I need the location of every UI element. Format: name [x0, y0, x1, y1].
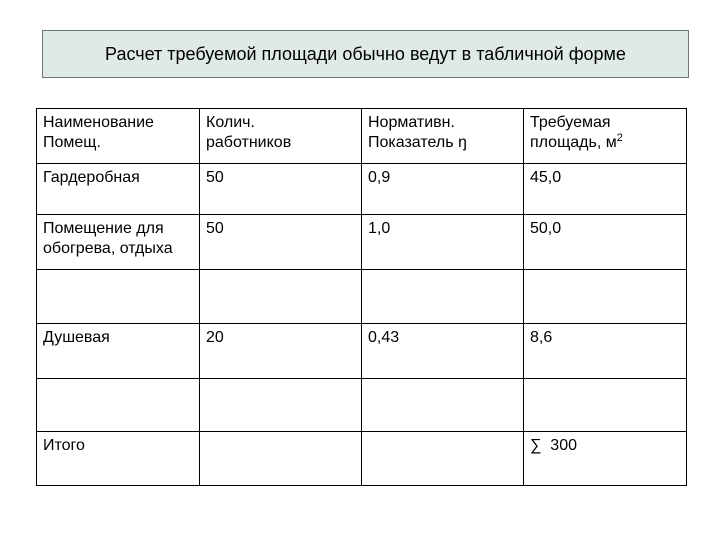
- table-row: [37, 324, 687, 379]
- cell-text: Помещение для: [43, 220, 164, 237]
- cell-norm-index: 0,9: [362, 164, 524, 215]
- cell-norm-index: 1,0: [362, 215, 524, 270]
- table-row: [37, 215, 687, 270]
- cell-room-name: [37, 270, 200, 324]
- cell-required-area: 45,0: [524, 164, 687, 215]
- table-row: [37, 164, 687, 215]
- cell-required-area: 50,0: [524, 215, 687, 270]
- cell-room-name: [37, 379, 200, 432]
- cell-worker-count: 20: [200, 324, 362, 379]
- slide-title-text: Расчет требуемой площади обычно ведут в табличной форме: [105, 43, 626, 64]
- table-row-empty: [37, 379, 687, 432]
- header-text-unit: [530, 133, 680, 153]
- header-text: площадь, м: [530, 134, 617, 151]
- total-label-cell: Итого: [37, 432, 200, 486]
- header-cell-required-area: [524, 109, 687, 164]
- header-text: работников: [206, 134, 292, 151]
- area-calculation-table: [36, 108, 687, 486]
- total-value: 300: [550, 437, 577, 454]
- header-cell-worker-count: [200, 109, 362, 164]
- total-empty-cell: [200, 432, 362, 486]
- header-text: Помещ.: [43, 134, 101, 151]
- cell-worker-count: 50: [200, 164, 362, 215]
- header-cell-room-name: [37, 109, 200, 164]
- cell-room-name: [37, 215, 200, 270]
- cell-norm-index: [362, 270, 524, 324]
- cell-room-name: Гардеробная: [37, 164, 200, 215]
- table-row-empty: [37, 270, 687, 324]
- table-header-row: [37, 109, 687, 164]
- cell-norm-index: 0,43: [362, 324, 524, 379]
- sum-symbol: ∑: [530, 437, 542, 454]
- cell-required-area: 8,6: [524, 324, 687, 379]
- header-text: Нормативн.: [368, 114, 455, 131]
- unit-superscript: 2: [616, 132, 623, 144]
- header-text: Показатель ŋ: [368, 134, 467, 151]
- slide-title: [42, 30, 689, 78]
- header-text: Колич.: [206, 114, 255, 131]
- cell-required-area: [524, 270, 687, 324]
- cell-required-area: [524, 379, 687, 432]
- total-value-cell: [524, 432, 687, 486]
- header-text: Требуемая: [530, 114, 611, 131]
- cell-worker-count: 50: [200, 215, 362, 270]
- cell-room-name: Душевая: [37, 324, 200, 379]
- cell-text: обогрева, отдыха: [43, 240, 173, 257]
- total-empty-cell: [362, 432, 524, 486]
- cell-worker-count: [200, 270, 362, 324]
- table-total-row: [37, 432, 687, 486]
- header-cell-norm-index: [362, 109, 524, 164]
- cell-norm-index: [362, 379, 524, 432]
- cell-worker-count: [200, 379, 362, 432]
- header-text: Наименование: [43, 114, 154, 131]
